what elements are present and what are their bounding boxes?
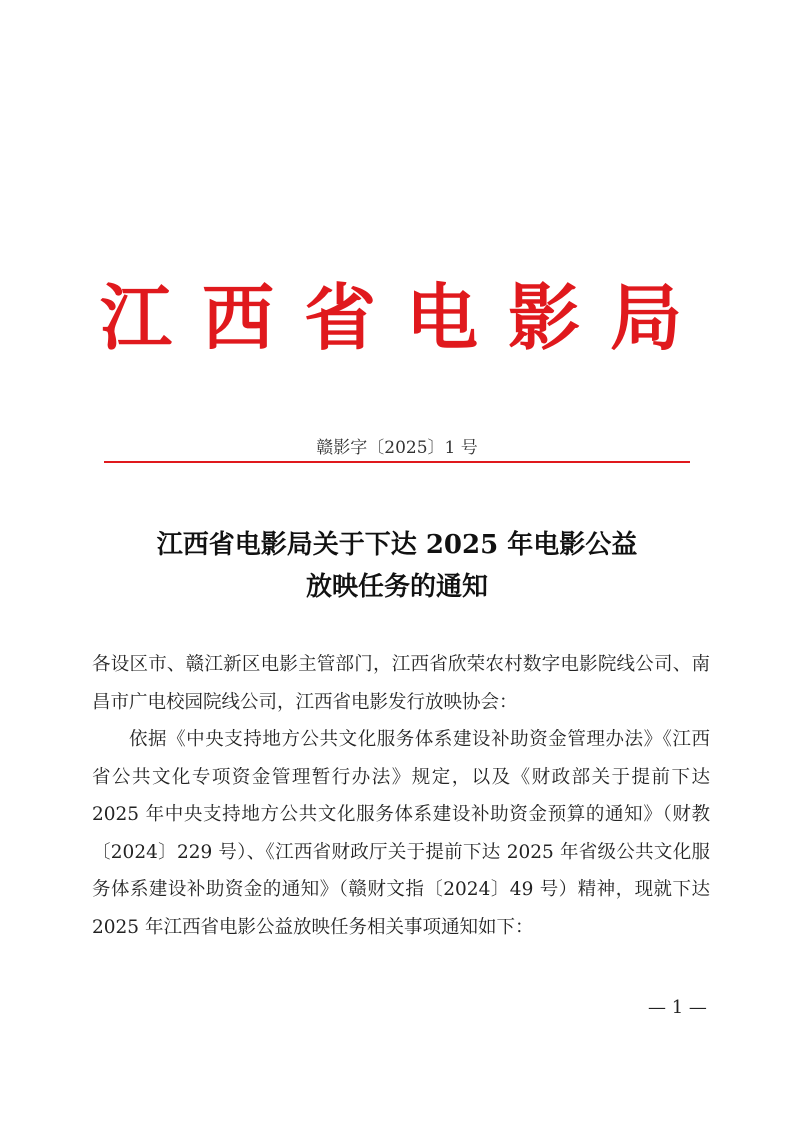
recipients-paragraph: 各设区市、赣江新区电影主管部门，江西省欣荣农村数字电影院线公司、南昌市广电校园院线公司，江西省电影发行放映协会： [92, 654, 710, 713]
document-title-line-1: 江西省电影局关于下达 2025 年电影公益 [156, 530, 638, 560]
body-paragraph-1: 依据《中央支持地方公共文化服务体系建设补助资金管理办法》《江西省公共文化专项资金管理暂行办法》规定，以及《财政部关于提前下达 2025 年中央支持地方公共文化服务体系建设补助资金预算的通知》（财教〔2024〕229 号）、《江西省财政厅关于提前下达 2025 年省级公共文化服务体系建设补助资金的通知》（赣财文指〔2024〕49 号）精神，现就下达 2025 年江西省电影公益放映任务相关事项通知如下： [92, 729, 710, 938]
red-separator-line [104, 461, 690, 463]
document-title-line-2: 放映任务的通知 [305, 572, 488, 602]
page-number: — 1 — [648, 997, 707, 1018]
document-number: 赣影字〔2025〕1 号 [316, 438, 478, 458]
issuing-authority-header: 江西省电影局 [99, 275, 712, 360]
